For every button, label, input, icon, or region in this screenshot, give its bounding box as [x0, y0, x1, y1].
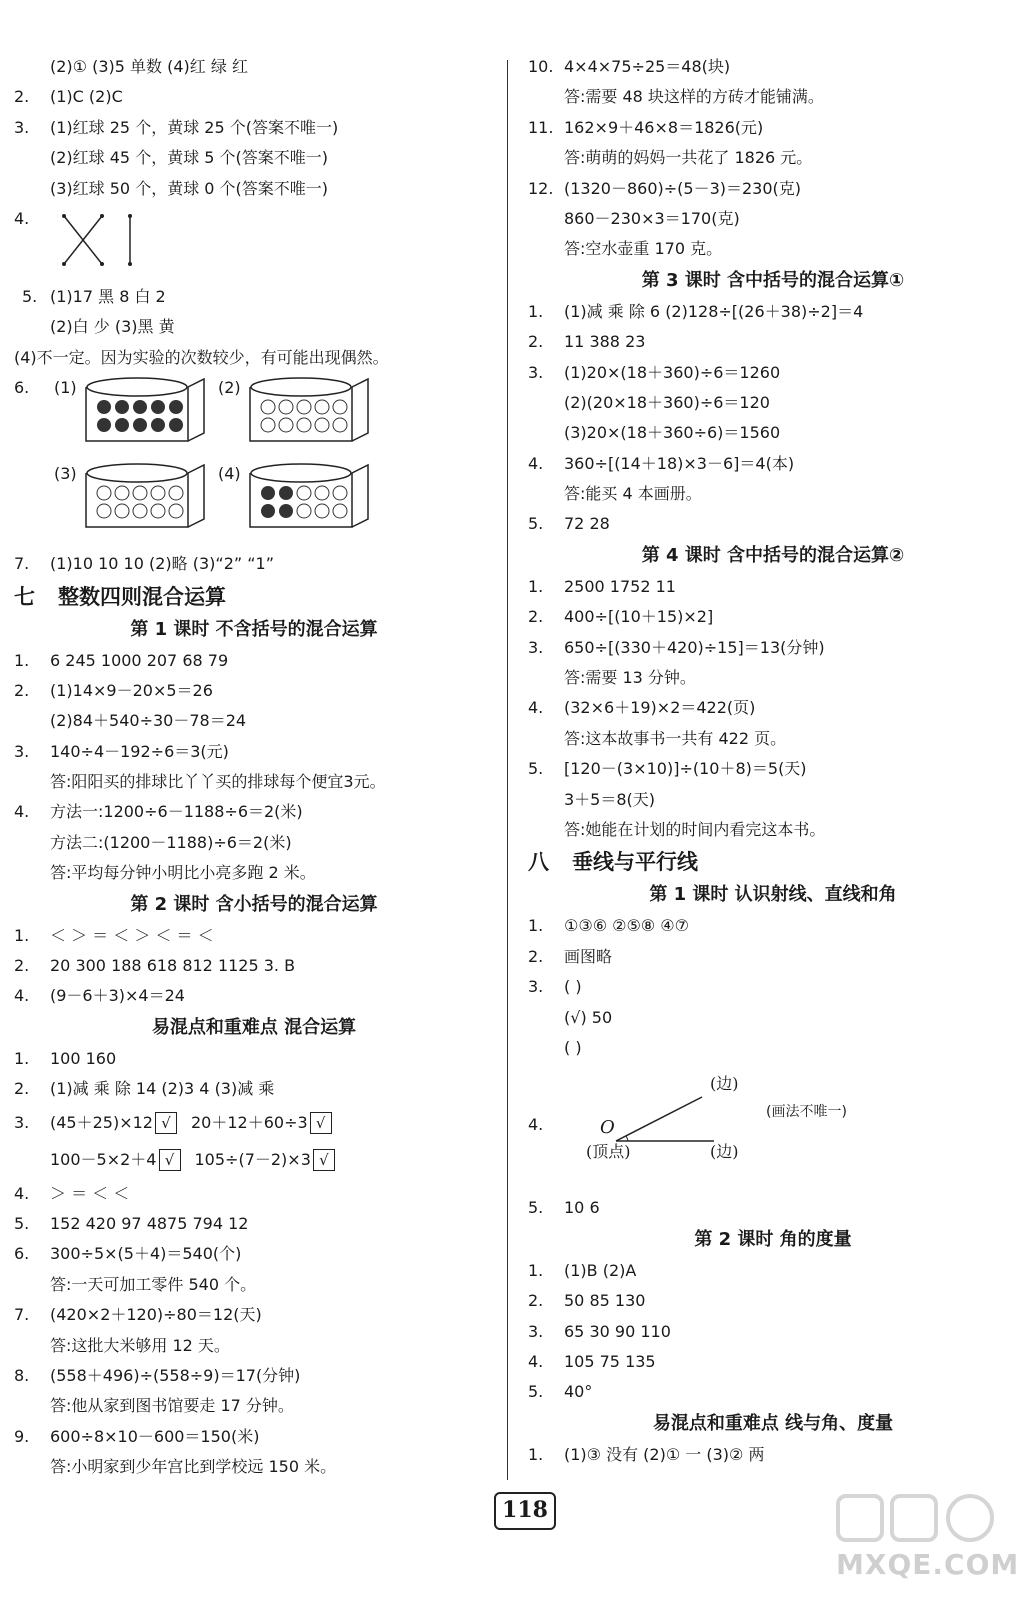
answer-line: 答:这本故事书一共有 422 页。	[564, 728, 787, 748]
answer-line: 4. ＞ ＝ ＜ ＜	[14, 1183, 130, 1203]
answer-line: 1. (1)减 乘 除 6 (2)128÷[(26＋38)÷2]＝4	[528, 301, 864, 321]
answer-line: 3＋5＝8(天)	[564, 789, 656, 809]
connection-figure: 4.	[14, 204, 494, 282]
answer-line: (2)(20×18＋360)÷6＝120	[564, 392, 770, 412]
answer-line: (2)白 少 (3)黑 黄	[50, 317, 175, 337]
answer-line: 8. (558＋496)÷(558÷9)＝17(分钟)	[14, 1365, 301, 1385]
answer-line: (4)不一定。因为实验的次数较少，有可能出现偶然。	[14, 347, 389, 367]
answer-line: 7. (1)10 10 10 (2)略 (3)“2” “1”	[14, 554, 275, 574]
chapter-title: 七 整数四则混合运算	[14, 584, 226, 609]
check-box: √	[155, 1112, 177, 1134]
answer-line: 答:他从家到图书馆要走 17 分钟。	[50, 1396, 294, 1416]
answer-line: 3. (1)20×(18＋360)÷6＝1260	[528, 362, 781, 382]
answer-line: 3. 65 30 90 110	[528, 1321, 671, 1341]
answer-line: (√) 50	[564, 1007, 613, 1027]
answer-line: 4. (9－6＋3)×4＝24	[14, 986, 185, 1006]
watermark-logo	[830, 1490, 1020, 1590]
answer-line: 4. 105 75 135	[528, 1351, 656, 1371]
lesson-heading: 第 2 课时 含小括号的混合运算	[130, 893, 378, 915]
answer-line: 3. (45＋25)×12 √ 20＋12＋60÷3 √	[14, 1105, 494, 1141]
answer-line: 3. 140÷4－192÷6＝3(元)	[14, 741, 229, 761]
answer-line: 5. 152 420 97 4875 794 12	[14, 1213, 249, 1233]
box-black-balls	[82, 375, 210, 447]
answer-line: 答:空水壶重 170 克。	[564, 239, 723, 259]
answer-line: 860－230×3＝170(克)	[564, 208, 740, 228]
answer-line: 4. 方法一:1200÷6－1188÷6＝2(米)	[14, 802, 303, 822]
answer-line: 12. (1320－860)÷(5－3)＝230(克)	[528, 178, 802, 198]
left-column	[14, 52, 494, 1483]
answer-line: 答:她能在计划的时间内看完这本书。	[564, 819, 826, 839]
answer-line: (2)84＋540÷30－78＝24	[50, 711, 247, 731]
chapter-title: 八 垂线与平行线	[528, 850, 698, 875]
answer-line: 1. (1)B (2)A	[528, 1260, 637, 1280]
answer-line: 5. (1)17 黑 8 白 2	[22, 286, 166, 306]
watermark-graphic-icon	[830, 1490, 1020, 1550]
answer-line: 10. 4×4×75÷25＝48(块)	[528, 57, 731, 76]
answer-line: (2)红球 45 个，黄球 5 个(答案不唯一)	[50, 148, 329, 168]
answer-line: 2. 400÷[(10＋15)×2]	[528, 607, 714, 627]
answer-line: 1. (1)③ 没有 (2)① 一 (3)② 两	[528, 1444, 765, 1464]
answer-line: 2. (1)减 乘 除 14 (2)3 4 (3)减 乘	[14, 1079, 275, 1099]
check-box: √	[310, 1112, 332, 1134]
watermark-text: MXQE.COM	[836, 1548, 1020, 1581]
answer-line: 答:需要 48 块这样的方砖才能铺满。	[564, 87, 824, 107]
page-number: 118	[494, 1490, 556, 1530]
cross-lines-figure	[56, 208, 196, 278]
answer-line: 3. 650÷[(330＋420)÷15]＝13(分钟)	[528, 637, 825, 657]
answer-line: 1. 6 245 1000 207 68 79	[14, 650, 229, 670]
answer-line: 答:一天可加工零件 540 个。	[50, 1274, 257, 1294]
answer-line: 100－5×2＋4 √ 105÷(7－2)×3 √	[14, 1141, 494, 1179]
answer-line: 4. 360÷[(14＋18)×3－6]＝4(本)	[528, 453, 795, 473]
answer-line: 3. (1)红球 25 个，黄球 25 个(答案不唯一)	[14, 117, 339, 137]
answer-line: 答:这批大米够用 12 天。	[50, 1335, 230, 1355]
answer-line: 答:平均每分钟小明比小亮多跑 2 米。	[50, 863, 316, 883]
box-mixed-balls	[246, 461, 374, 533]
answer-line: 5. [120－(3×10)]÷(10＋8)＝5(天)	[528, 759, 807, 779]
answer-line: 答:阳阳买的排球比丫丫买的排球每个便宜3元。	[50, 772, 386, 792]
answer-line: (3)红球 50 个，黄球 0 个(答案不唯一)	[50, 178, 329, 198]
lesson-heading: 第 4 课时 含中括号的混合运算②	[641, 544, 905, 566]
answer-line: 1. 2500 1752 11	[528, 576, 676, 596]
column-divider	[507, 60, 508, 1480]
lesson-heading: 易混点和重难点 线与角、度量	[652, 1412, 894, 1434]
box-white-balls	[246, 375, 374, 447]
answer-line: (3)20×(18＋360÷6)＝1560	[564, 423, 781, 443]
answer-line: 答:小明家到少年宫比到学校远 150 米。	[50, 1457, 337, 1477]
lesson-heading: 第 1 课时 认识射线、直线和角	[649, 884, 897, 906]
answer-line: 5. 40°	[528, 1382, 593, 1402]
answer-line: 4. (32×6＋19)×2＝422(页)	[528, 698, 756, 718]
answer-line: 2. 20 300 188 618 812 1125 3. B	[14, 956, 296, 976]
answer-line: 5. 72 28	[528, 514, 610, 534]
answer-line: 方法二:(1200－1188)÷6＝2(米)	[50, 832, 292, 852]
check-box: √	[313, 1149, 335, 1171]
answer-line: 6. 300÷5×(5＋4)＝540(个)	[14, 1244, 242, 1264]
answer-line: 2. 画图略	[528, 946, 613, 966]
answer-line: 3. ( )	[528, 977, 582, 997]
answer-line: 7. (420×2＋120)÷80＝12(天)	[14, 1305, 262, 1325]
answer-line: 9. 600÷8×10－600＝150(米)	[14, 1426, 260, 1446]
right-column	[528, 52, 1018, 1470]
lesson-heading: 易混点和重难点 混合运算	[151, 1016, 357, 1038]
answer-line: 1. ①③⑥ ②⑤⑧ ④⑦	[528, 916, 689, 936]
lesson-heading: 第 2 课时 角的度量	[694, 1228, 852, 1250]
answer-line: 答:能买 4 本画册。	[564, 484, 702, 504]
answer-line: 答:萌萌的妈妈一共花了 1826 元。	[564, 148, 813, 168]
answer-line: ( )	[564, 1037, 582, 1057]
answer-line: 5. 10 6	[528, 1198, 600, 1218]
answer-line: 1. ＜ ＞ ＝ ＜ ＞ ＜ ＝ ＜	[14, 925, 214, 945]
answer-line: 2. 11 388 23	[528, 332, 646, 352]
answer-line: 11. 162×9＋46×8＝1826(元)	[528, 117, 764, 137]
answer-line: (2)① (3)5 单数 (4)红 绿 红	[50, 57, 248, 76]
answer-line: 2. (1)C (2)C	[14, 87, 123, 107]
answer-line: 1. 100 160	[14, 1048, 117, 1068]
answer-line: 2. (1)14×9－20×5＝26	[14, 680, 213, 700]
check-box: √	[159, 1149, 181, 1171]
ball-box-figures: 6. (1) (2) (3) (4)	[14, 373, 494, 549]
answer-line: 2. 50 85 130	[528, 1291, 646, 1311]
angle-figure: 4. (边) O (画法不唯一) (顶点) (边)	[528, 1063, 1018, 1193]
answer-line: 答:需要 13 分钟。	[564, 668, 696, 688]
lesson-heading: 第 1 课时 不含括号的混合运算	[130, 618, 378, 640]
box-white-balls-2	[82, 461, 210, 533]
lesson-heading: 第 3 课时 含中括号的混合运算①	[641, 269, 905, 291]
